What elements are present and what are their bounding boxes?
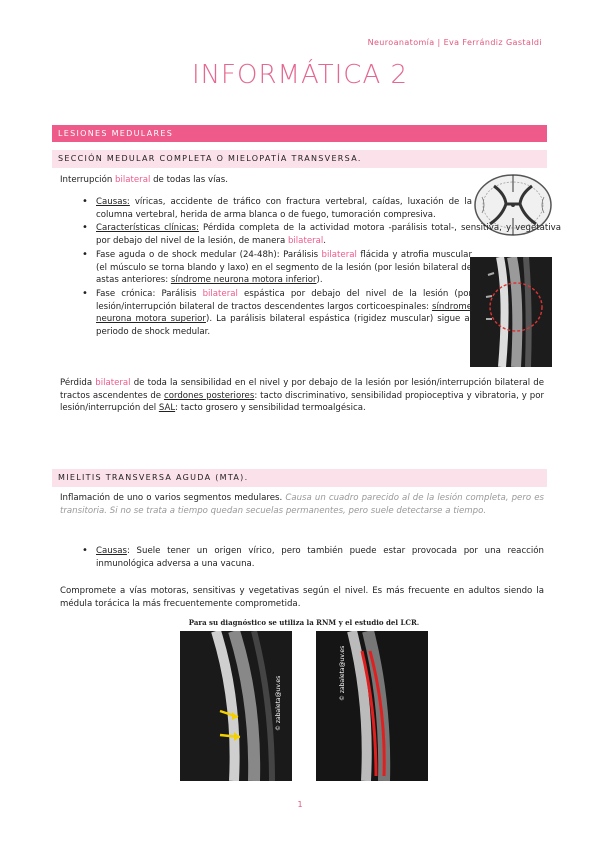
list-item: • Fase crónica: Parálisis bilateral espástica por debajo del nivel de la lesión (por lesión/interrupción bilateral de tractos descendentes largos corticoespinales: síndrome neurona motora superior). La parálisis bilateral espástica (rigidez muscular) sigue al periodo de shock medular.: [80, 288, 472, 339]
section-lesiones-medulares: LESIONES MEDULARES: [52, 125, 547, 142]
list-item: • Causas: Suele tener un origen vírico, pero también puede estar provocada por una reacción inmunológica adversa a una vacuna.: [80, 545, 544, 570]
list-item: • Causas: víricas, accidente de tráfico con fractura vertebral, caídas, luxación de la columna vertebral, herida de arma blanca o de fuego, tumoración compresiva.: [80, 196, 472, 221]
clinical-bullet-list: [80, 196, 561, 340]
watermark-right: © zabaleta@uv.es: [339, 645, 346, 701]
list-item: • Características clínicas: Pérdida completa de la actividad motora -parálisis total-, sensitiva, y vegetativa por debajo del nivel de la lesión, de manera bilateral.: [80, 222, 561, 247]
list-item: • Fase aguda o de shock medular (24-48h): Parálisis bilateral flácida y atrofia muscular (el músculo se torna blando y laxo) en el segmento de la lesión (por lesión bilateral de astas anteriores: síndrome neurona motora inferior).: [80, 249, 472, 287]
mri-figure: [176, 618, 432, 783]
page-number: 1: [297, 800, 303, 809]
section-mielitis-transversa: MIELITIS TRANSVERSA AGUDA (MTA).: [52, 469, 547, 487]
paragraph-interrupcion: Interrupción bilateral de todas las vías.: [60, 175, 228, 185]
causes-bullet-list: [80, 545, 544, 571]
section-seccion-medular: SECCIÓN MEDULAR COMPLETA O MIELOPATÍA TRANSVERSA.: [52, 150, 547, 168]
watermark-left: © zabaleta@uv.es: [275, 675, 282, 731]
page-header: Neuroanatomía | Eva Ferrándiz Gastaldi: [367, 38, 542, 47]
paragraph-compromete: Compromete a vías motoras, sensitivas y vegetativas según el nivel. Es más frecuente en adultos siendo la médula torácica la más frecuentemente comprometida.: [60, 586, 544, 609]
paragraph-inflamacion: Inflamación de uno o varios segmentos medulares. Causa un cuadro parecido al de la lesión completa, pero es transitoria. Si no se trata a tiempo quedan secuelas permanentes, pero suele detectarse a tiempo.: [60, 493, 544, 516]
figure-caption: Para su diagnóstico se utiliza la RNM y el estudio del LCR.: [188, 618, 420, 627]
spinal-mri-lesion-image: [470, 257, 552, 367]
paragraph-perdida-sensibilidad: Pérdida bilateral de toda la sensibilidad en el nivel y por debajo de la lesión por lesión/interrupción bilateral de tractos ascendentes de cordones posteriores: tacto discriminativo, sensibilidad propioceptiva y vibratoria, y por lesión/interrupción del SAL: tacto grosero y sensibilidad termoalgésica.: [60, 378, 544, 414]
page-title: INFORMÁTICA 2: [191, 60, 409, 90]
